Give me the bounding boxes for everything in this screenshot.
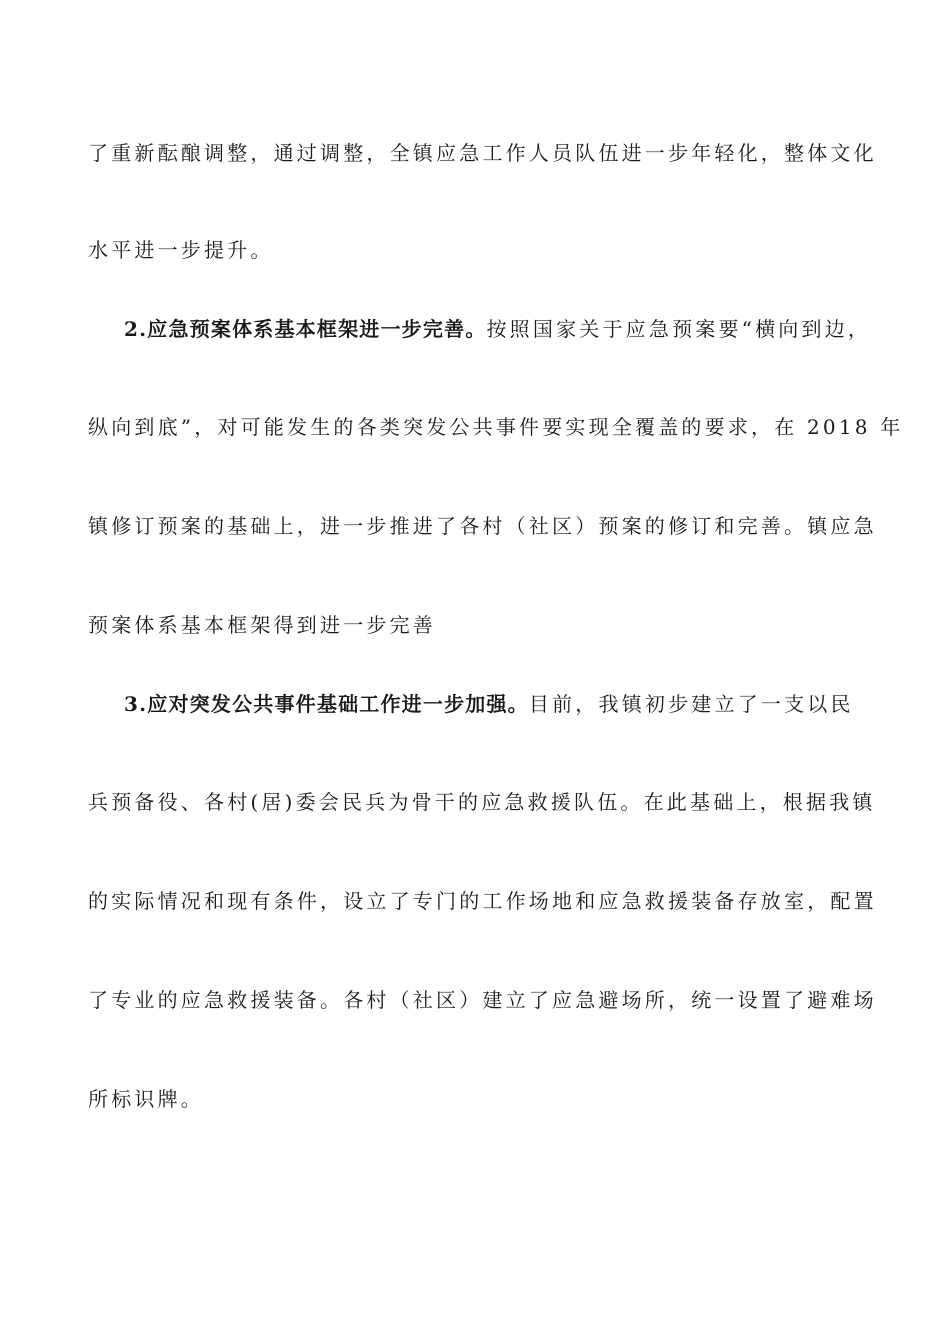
paragraph-2-text: 按照国家关于应急预案要“横向到边，: [486, 317, 872, 341]
paragraph-2-first-line: [124, 315, 871, 343]
paragraph-2-heading: 2.应急预案体系基本框架进一步完善。: [124, 317, 487, 341]
text-line: 水平进一步提升。: [88, 238, 274, 262]
text-line: 所标识牌。: [88, 1087, 204, 1111]
text-line: 镇修订预案的基础上，进一步推进了各村（社区）预案的修订和完善。镇应急: [88, 514, 877, 538]
paragraph-3-first-line: [124, 690, 854, 718]
text-line: 纵向到底”，对可能发生的各类突发公共事件要实现全覆盖的要求，在 2018 年: [88, 415, 904, 439]
text-line: 的实际情况和现有条件，设立了专门的工作场地和应急救援装备存放室，配置: [88, 889, 877, 913]
paragraph-3-heading: 3.应对突发公共事件基础工作进一步加强。: [124, 692, 529, 716]
text-line: 预案体系基本框架得到进一步完善: [88, 613, 436, 637]
text-line: 了重新酝酿调整，通过调整，全镇应急工作人员队伍进一步年轻化，整体文化: [88, 141, 877, 165]
text-line: 兵预备役、各村(居)委会民兵为骨干的应急救援队伍。在此基础上，根据我镇: [88, 790, 876, 814]
text-line: 了专业的应急救援装备。各村（社区）建立了应急避场所，统一设置了避难场: [88, 988, 877, 1012]
paragraph-3-text: 目前，我镇初步建立了一支以民: [528, 692, 854, 716]
